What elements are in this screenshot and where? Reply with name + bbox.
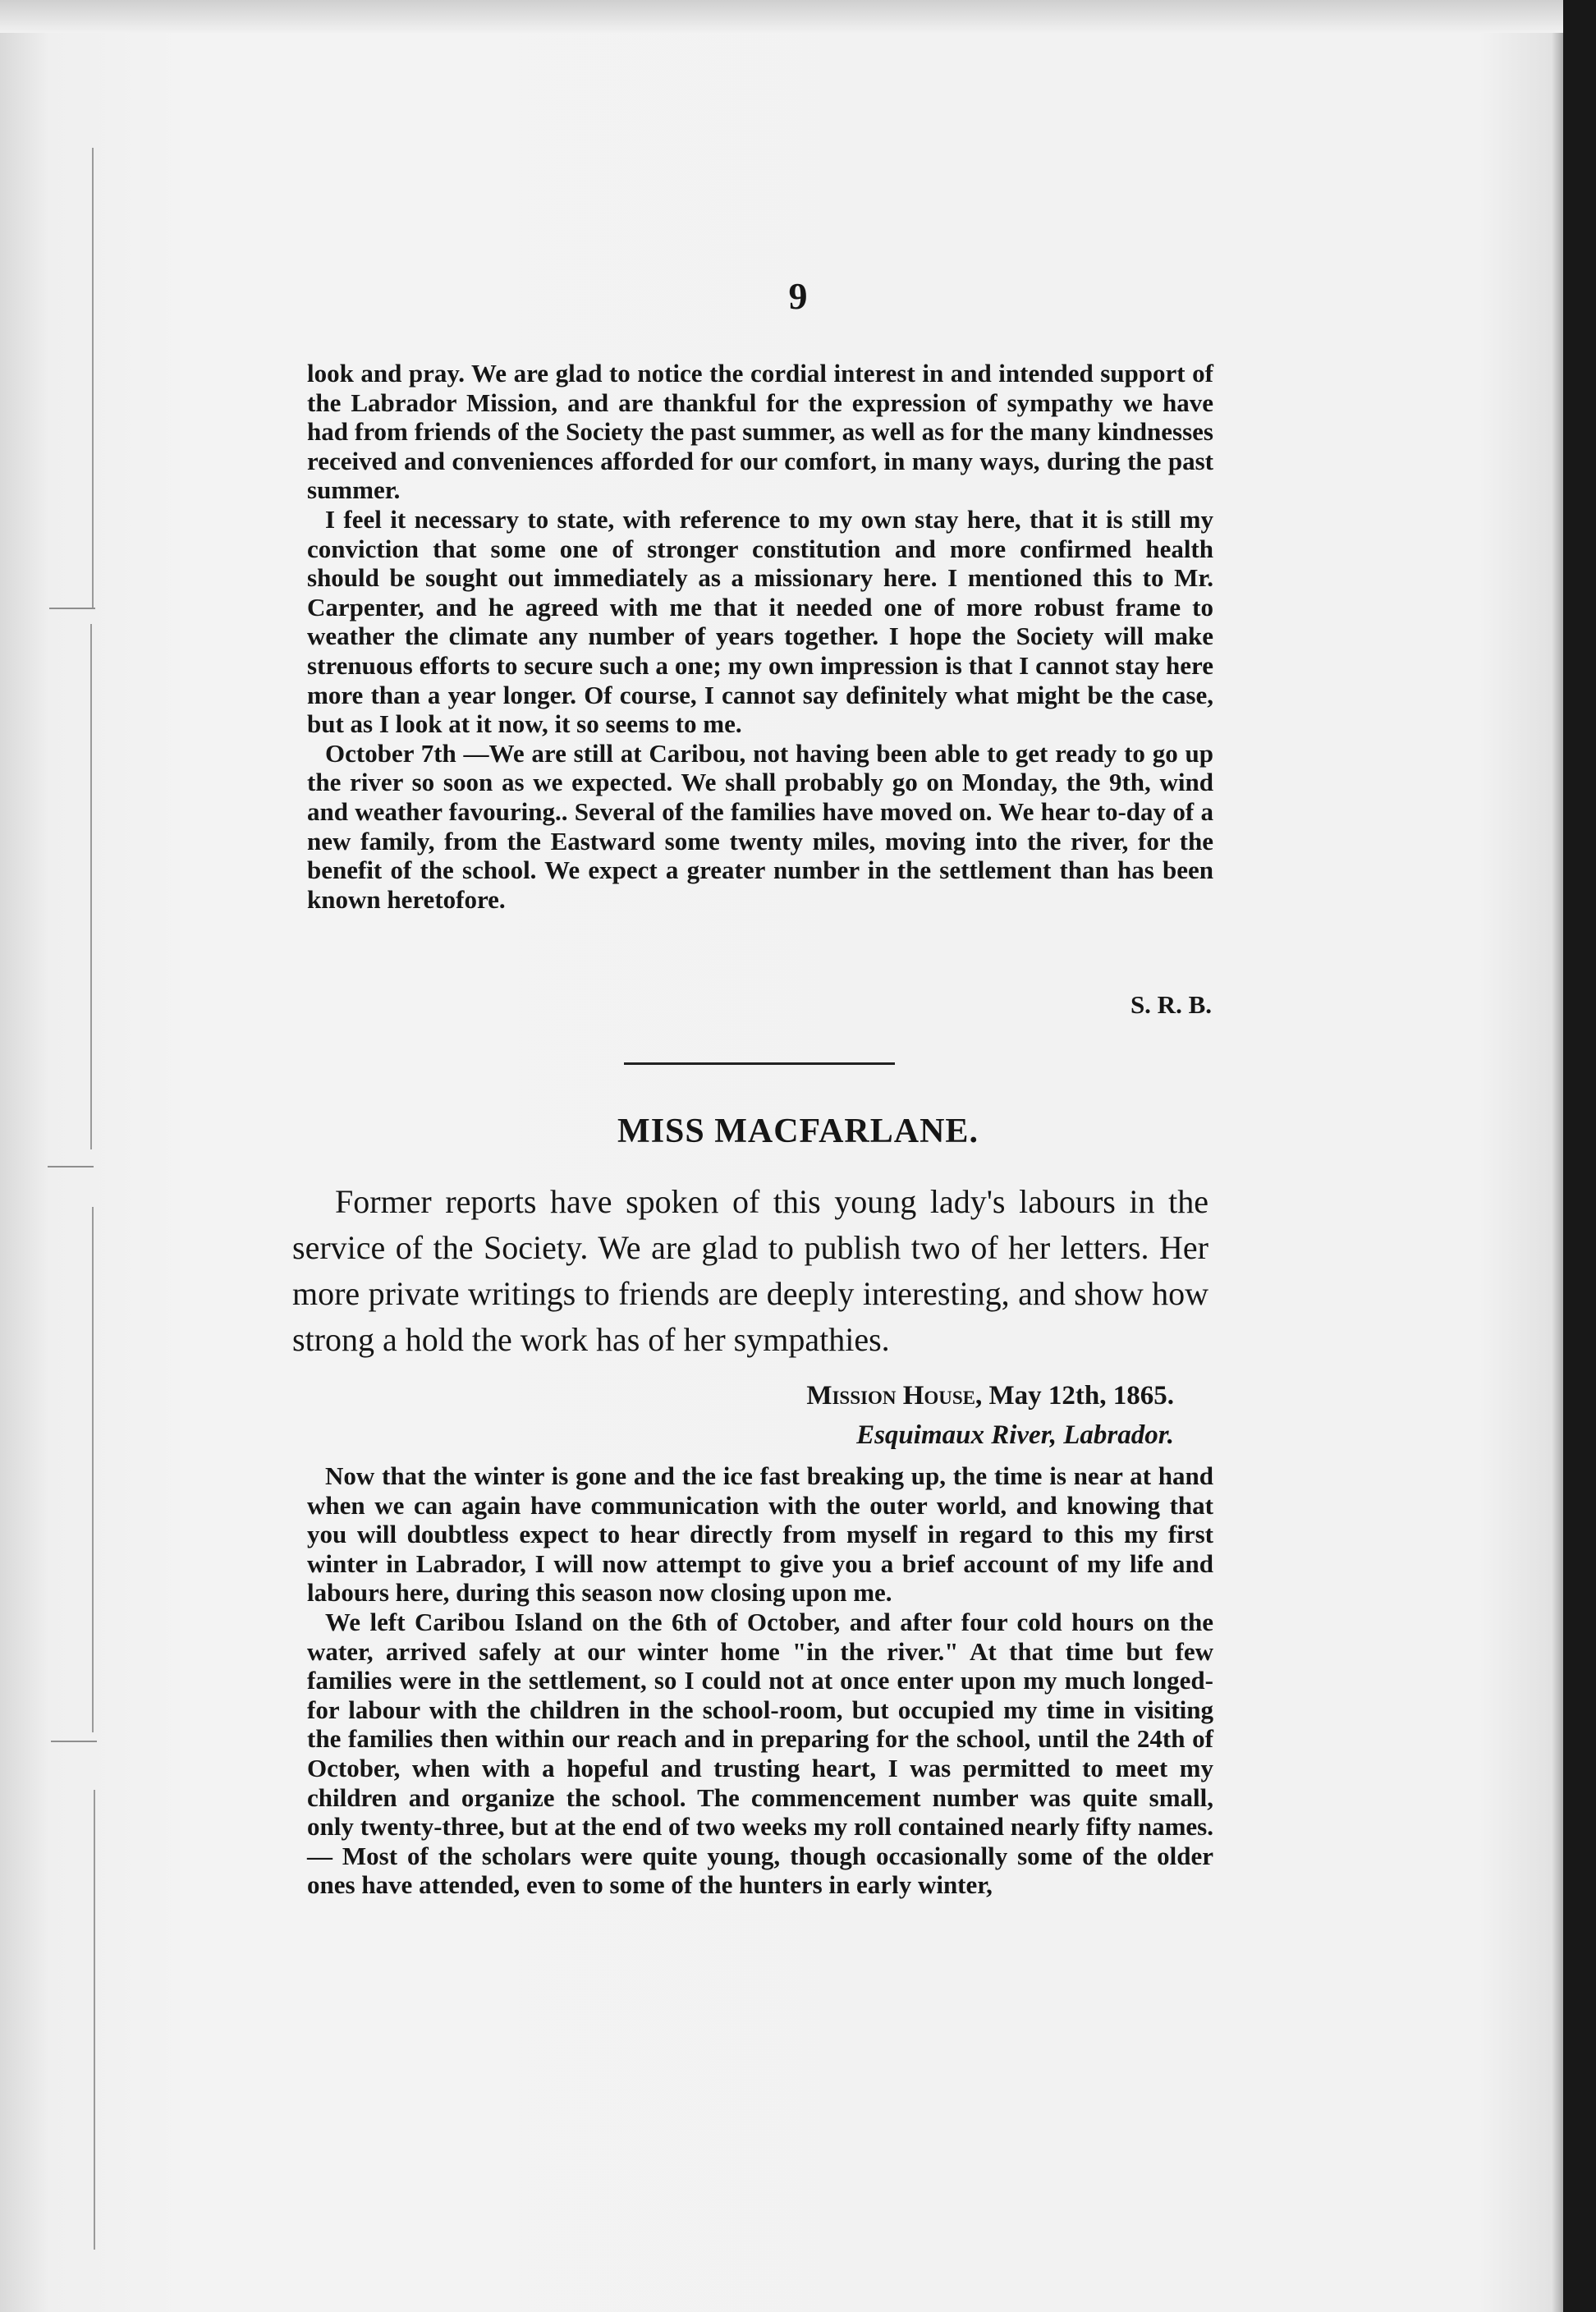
dateline-date: , May 12th, 1865. <box>975 1381 1174 1411</box>
page-number: 9 <box>788 275 808 317</box>
paragraph: October 7th —We are still at Caribou, not having been able to get ready to go up the river so soon as we expected. We shall probably go on Monday, the 9th, wind and weather favouring.. Several of the families have moved on. We hear to-day of a new family, from the Eastward some twenty miles, moving into the river, for the benefit of the school. We expect a greater number in the settlement than has been known heretofore. <box>307 738 1213 914</box>
binding-line <box>92 1207 94 1732</box>
paragraph: I feel it necessary to state, with reference to my own stay here, that it is still my conviction that some one of stronger constitution and more confirmed health should be sought out immediately as a missionary here. I mentioned this to Mr. Carpenter, and he agreed with me that it needed one of more robust frame to weather the climate any number of years together. I hope the Society will make strenuous efforts to secure such a one; my own impression is that I cannot stay here more than a year longer. Of course, I cannot say definitely what might be the case, but as I look at it now, it so seems to me. <box>307 504 1213 739</box>
dateline-first-line <box>575 1376 1174 1415</box>
page-right-edge <box>1563 0 1596 2312</box>
binding-line <box>90 624 92 1149</box>
binding-line <box>92 148 94 608</box>
binding-mark <box>51 1741 97 1742</box>
section-divider <box>624 1062 895 1065</box>
binding-mark <box>48 1166 94 1167</box>
paragraph: Now that the winter is gone and the ice fast breaking up, the time is near at hand when we can again have communication with the outer world, and knowing that you will doubtless expect to hear directly from myself in regard to this my first winter in Labrador, I will now attempt to give you a brief account of my life and labours here, during this season now closing upon me. <box>307 1461 1213 1608</box>
section-intro <box>292 1179 1208 1363</box>
section-title: MISS MACFARLANE. <box>617 1112 979 1150</box>
letter-one-body <box>307 359 1213 914</box>
intro-paragraph: Former reports have spoken of this young lady's labours in the service of the Society. We are glad to publish two of her letters. Her more private writings to friends are deeply interesting, and show how strong a hold the work has of her sympathies. <box>292 1183 1208 1358</box>
signature: S. R. B. <box>1130 990 1212 1019</box>
page-top-edge <box>0 0 1596 33</box>
letter-two-body <box>307 1461 1213 1900</box>
binding-mark <box>49 608 95 609</box>
dateline-location: Esquimaux River, Labrador. <box>856 1420 1174 1450</box>
paragraph: look and pray. We are glad to notice the cordial interest in and intended support of the Labrador Mission, and are thankful for the expression of sympathy we have had from friends of the Society the past summer, as well as for the many kindnesses received and conveniences afforded for our comfort, in many ways, during the past summer. <box>307 359 1213 505</box>
letter-dateline <box>575 1376 1174 1455</box>
paragraph: We left Caribou Island on the 6th of October, and after four cold hours on the water, arrived safely at our winter home "in the river." At that time but few families were in the settlement, so I could not at once enter upon my much longed-for labour with the children in the school-room, but occupied my time in visiting the families then within our reach and in preparing for the school, until the 24th of October, when with a hopeful and trusting heart, I was permitted to meet my children and organize the school. The commencement number was quite small, only twenty-three, but at the end of two weeks my roll contained nearly fifty names.— Most of the scholars were quite young, though occasionally some of the older ones have attended, even to some of the hunters in early winter, <box>307 1607 1213 1900</box>
binding-line <box>94 1790 95 2250</box>
dateline-place: Mission House <box>806 1381 975 1411</box>
